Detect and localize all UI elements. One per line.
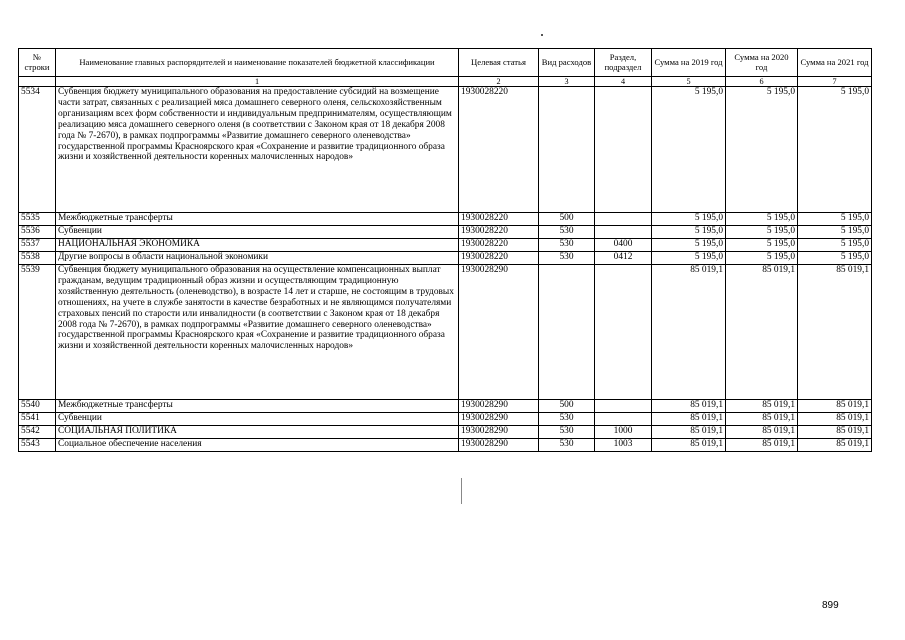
header-section: Раздел, подраздел [595, 49, 652, 77]
header-sum-2019: Сумма на 2019 год [652, 49, 726, 77]
row-sum-2019: 5 195,0 [652, 226, 726, 239]
row-sum-2021: 85 019,1 [798, 265, 872, 400]
row-expense-type: 530 [539, 426, 595, 439]
row-section: 1000 [595, 426, 652, 439]
row-sum-2021: 5 195,0 [798, 226, 872, 239]
table-row [19, 239, 872, 252]
row-expense-type: 530 [539, 413, 595, 426]
row-name: Субвенция бюджету муниципального образования на предоставление субсидий на возмещение части затрат, связанных с реализацией мяса домашнего северного оленя, сельскохозяйственным организациям всех форм собственности и индивидуальным предпринимателям, осуществляющим реализацию мяса домашнего северного оленя (в соответствии с Законом края от 18 декабря 2008 года № 7-2670), в рамках подпрограммы «Развитие домашнего северного оленеводства» государственной программы Красноярского края «Сохранение и развитие традиционного образа жизни и хозяйственной деятельности коренных малочисленных народов» [56, 87, 459, 213]
row-sum-2020: 5 195,0 [726, 239, 798, 252]
header-expense-type: Вид расходов [539, 49, 595, 77]
row-number: 5536 [19, 226, 56, 239]
row-sum-2019: 5 195,0 [652, 87, 726, 213]
row-section: 1003 [595, 439, 652, 452]
header-sum-2020: Сумма на 2020 год [726, 49, 798, 77]
row-sum-2021: 85 019,1 [798, 439, 872, 452]
row-sum-2021: 5 195,0 [798, 213, 872, 226]
row-name: Субвенции [56, 413, 459, 426]
row-sum-2020: 5 195,0 [726, 213, 798, 226]
header-target-article: Целевая статья [459, 49, 539, 77]
scan-artifact-dot [541, 34, 543, 36]
row-target-article: 1930028290 [459, 439, 539, 452]
row-number: 5537 [19, 239, 56, 252]
row-section: 0400 [595, 239, 652, 252]
row-target-article: 1930028220 [459, 87, 539, 213]
column-number-row [19, 77, 872, 87]
row-section [595, 413, 652, 426]
row-name: Субвенции [56, 226, 459, 239]
row-sum-2021: 85 019,1 [798, 426, 872, 439]
row-sum-2021: 5 195,0 [798, 252, 872, 265]
row-target-article: 1930028220 [459, 226, 539, 239]
row-sum-2021: 85 019,1 [798, 400, 872, 413]
header-sum-2021: Сумма на 2021 год [798, 49, 872, 77]
row-expense-type: 530 [539, 239, 595, 252]
row-expense-type: 500 [539, 400, 595, 413]
row-sum-2019: 85 019,1 [652, 400, 726, 413]
row-sum-2019: 85 019,1 [652, 426, 726, 439]
row-number: 5539 [19, 265, 56, 400]
row-target-article: 1930028290 [459, 400, 539, 413]
row-sum-2019: 5 195,0 [652, 239, 726, 252]
row-section [595, 265, 652, 400]
column-number: 4 [595, 77, 652, 87]
column-number: 3 [539, 77, 595, 87]
row-sum-2019: 85 019,1 [652, 439, 726, 452]
row-number: 5538 [19, 252, 56, 265]
table-row [19, 252, 872, 265]
column-number [19, 77, 56, 87]
row-sum-2019: 5 195,0 [652, 213, 726, 226]
row-sum-2020: 85 019,1 [726, 426, 798, 439]
row-expense-type [539, 265, 595, 400]
column-number: 7 [798, 77, 872, 87]
row-sum-2021: 85 019,1 [798, 413, 872, 426]
row-sum-2020: 85 019,1 [726, 413, 798, 426]
row-target-article: 1930028220 [459, 213, 539, 226]
row-number: 5542 [19, 426, 56, 439]
row-number: 5535 [19, 213, 56, 226]
row-sum-2020: 85 019,1 [726, 439, 798, 452]
row-expense-type: 500 [539, 213, 595, 226]
column-number: 1 [56, 77, 459, 87]
page-number: 899 [822, 600, 839, 611]
row-target-article: 1930028290 [459, 426, 539, 439]
row-name: Межбюджетные трансферты [56, 400, 459, 413]
row-section: 0412 [595, 252, 652, 265]
row-target-article: 1930028290 [459, 265, 539, 400]
table-row [19, 439, 872, 452]
row-expense-type: 530 [539, 252, 595, 265]
row-name: Социальное обеспечение населения [56, 439, 459, 452]
budget-table [18, 48, 872, 452]
table-row [19, 426, 872, 439]
column-number: 2 [459, 77, 539, 87]
row-name: Другие вопросы в области национальной экономики [56, 252, 459, 265]
row-target-article: 1930028290 [459, 413, 539, 426]
row-name: СОЦИАЛЬНАЯ ПОЛИТИКА [56, 426, 459, 439]
column-number: 6 [726, 77, 798, 87]
row-sum-2020: 5 195,0 [726, 87, 798, 213]
row-section [595, 226, 652, 239]
table-row [19, 213, 872, 226]
row-expense-type: 530 [539, 439, 595, 452]
table-header-row [19, 49, 872, 77]
row-name: Субвенция бюджету муниципального образования на осуществление компенсационных выплат гражданам, ведущим традиционный образ жизни и осуществляющим традиционную хозяйственную деятельность (оленеводство), в возрасте 14 лет и старше, не состоящим в трудовых отношениях, на учете в службе занятости в качестве безработных и не являющимся получателями страховых пенсий по старости или инвалидности (в соответствии с Законом края от 18 декабря 2008 года № 7-2670), в рамках подпрограммы «Развитие домашнего северного оленеводства» государственной программы Красноярского края «Сохранение и развитие традиционного образа жизни и хозяйственной деятельности коренных малочисленных народов» [56, 265, 459, 400]
row-target-article: 1930028220 [459, 239, 539, 252]
row-sum-2020: 5 195,0 [726, 226, 798, 239]
row-section [595, 400, 652, 413]
row-sum-2021: 5 195,0 [798, 239, 872, 252]
row-number: 5543 [19, 439, 56, 452]
row-expense-type: 530 [539, 226, 595, 239]
row-number: 5540 [19, 400, 56, 413]
row-sum-2020: 5 195,0 [726, 252, 798, 265]
table-row [19, 265, 872, 400]
table-row [19, 226, 872, 239]
row-sum-2020: 85 019,1 [726, 400, 798, 413]
row-sum-2019: 85 019,1 [652, 413, 726, 426]
table-row [19, 413, 872, 426]
row-section [595, 87, 652, 213]
table-row [19, 400, 872, 413]
header-name: Наименование главных распорядителей и наименование показателей бюджетной классификации [56, 49, 459, 77]
row-sum-2019: 85 019,1 [652, 265, 726, 400]
row-number: 5541 [19, 413, 56, 426]
scan-artifact-line [461, 478, 462, 504]
row-sum-2021: 5 195,0 [798, 87, 872, 213]
row-expense-type [539, 87, 595, 213]
row-name: НАЦИОНАЛЬНАЯ ЭКОНОМИКА [56, 239, 459, 252]
row-sum-2020: 85 019,1 [726, 265, 798, 400]
row-name: Межбюджетные трансферты [56, 213, 459, 226]
row-section [595, 213, 652, 226]
row-number: 5534 [19, 87, 56, 213]
row-sum-2019: 5 195,0 [652, 252, 726, 265]
column-number: 5 [652, 77, 726, 87]
table-row [19, 87, 872, 213]
row-target-article: 1930028220 [459, 252, 539, 265]
header-row-number: № строки [19, 49, 56, 77]
